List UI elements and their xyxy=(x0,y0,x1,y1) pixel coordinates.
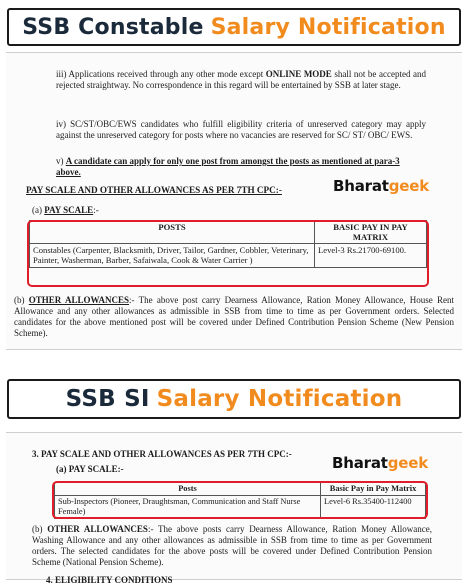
si-pay-scale-heading: 3. PAY SCALE AND OTHER ALLOWANCES AS PER 7TH CPC:- xyxy=(32,449,292,459)
table-header-posts: POSTS xyxy=(30,221,315,244)
banner-subtitle: Salary Notification xyxy=(210,14,446,40)
bharatgeek-logo: Bharatgeek xyxy=(333,177,429,195)
table-cell-pay: Level-6 Rs.35400-112400 xyxy=(321,495,426,518)
banner-si-salary xyxy=(7,379,461,419)
si-notification-excerpt xyxy=(6,432,462,584)
si-other-allowances: (b) OTHER ALLOWANCES:- The above posts carry Dearness Allowance, Ration Money Allowance, Washing Allowance and any other allowances as admissible in SSB from time to time as per Government orders. The selected candidates for the above posts will be covered under Defined Contribution Pension Scheme (National Pension Scheme). xyxy=(32,524,433,567)
highlight-box xyxy=(27,220,429,287)
item-iii: iii) Applications received through any other mode except ONLINE MODE shall not be accepted and rejected straightway. No correspondence in this regard will be entertained by SSB at later stage. xyxy=(56,69,426,90)
banner-constable-salary xyxy=(7,8,461,46)
banner-title: SSB SI xyxy=(65,386,150,412)
eligibility-heading-cutoff: 4. ELIGIBILITY CONDITIONS xyxy=(46,575,173,584)
table-header-posts: Posts xyxy=(55,483,321,496)
pay-scale-label: (a) PAY SCALE:- xyxy=(32,205,99,215)
table-cell-posts: Constables (Carpenter, Blacksmith, Driver, Tailor, Gardner, Cobbler, Veterinary, Painter, Washerman, Barber, Safaiwala, Cook & Water Carrier ) xyxy=(30,244,315,267)
si-pay-scale-label: (a) PAY SCALE:- xyxy=(56,464,124,474)
pay-scale-heading: PAY SCALE AND OTHER ALLOWANCES AS PER 7TH CPC:- xyxy=(26,185,282,195)
constable-notification-excerpt xyxy=(6,52,462,350)
banner-subtitle: Salary Notification xyxy=(156,386,403,412)
item-v: v) A candidate can apply for only one post from amongst the posts as mentioned at para-3 above. xyxy=(56,156,400,177)
table-header-basic-pay: BASIC PAY IN PAY MATRIX xyxy=(315,221,427,244)
table-cell-pay: Level-3 Rs.21700-69100. xyxy=(315,244,427,267)
table-header-basic-pay: Basic Pay in Pay Matrix xyxy=(321,483,426,496)
other-allowances: (b) OTHER ALLOWANCES:- The above post carry Dearness Allowance, Ration Money Allowance, House Rent Allowance and any other allowances as admissible in SSB from time to time as per Government orders. Selected candidates for the above mentioned post will be covered under Defined Contribution Pension Scheme (New Pension Scheme). xyxy=(14,295,454,338)
highlight-box xyxy=(52,481,428,519)
banner-title: SSB Constable xyxy=(22,14,204,40)
bharatgeek-logo: Bharatgeek xyxy=(332,454,428,472)
item-iv: iv) SC/ST/OBC/EWS candidates who fulfill eligibility criteria of unreserved category may apply against the unreserved category for posts where no vacancies are reserved for SC/ ST/ OBC/ EWS. xyxy=(56,119,426,140)
table-cell-posts: Sub-Inspectors (Pioneer, Draughtsman, Communication and Staff Nurse Female) xyxy=(55,495,321,518)
